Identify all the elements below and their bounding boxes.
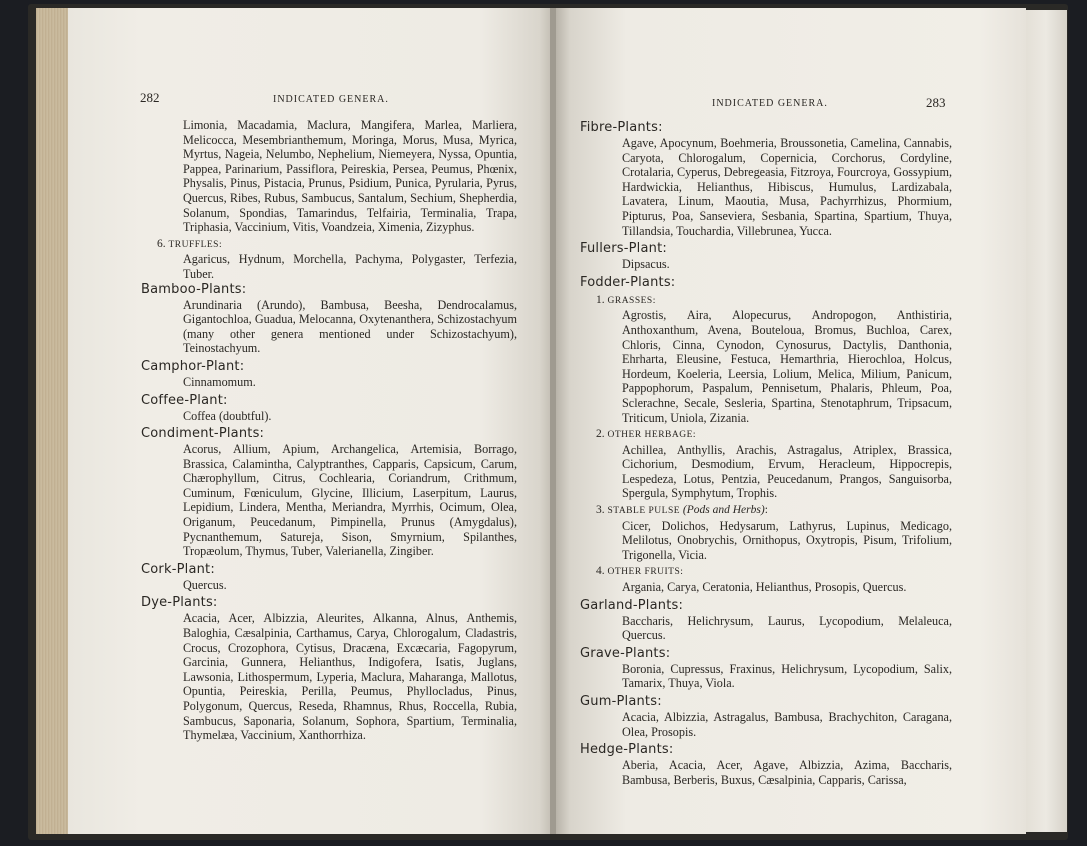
- subsection-label-end: :: [764, 504, 768, 517]
- entry-heading: Condiment-Plants:: [141, 426, 265, 442]
- subsection-text: Cicer, Dolichos, Hedysarum, Lathyrus, Lupinus, Medicago, Melilotus, Onobrychis, Ornithopus, Oxytropis, Pisum, Trifolium, Trigonella, Vicia.: [622, 518, 952, 562]
- subsection-label: GRASSES:: [607, 295, 656, 306]
- entry-heading: Coffee-Plant:: [141, 392, 228, 408]
- subsection-number: 4.: [596, 565, 605, 578]
- subsection-heading: [596, 293, 952, 309]
- entry-text: Coffea (doubtful).: [183, 408, 272, 423]
- subsection-number: 2.: [596, 428, 605, 441]
- subsection-label: STABLE PULSE: [607, 506, 681, 517]
- right-column: [580, 120, 952, 787]
- entry-text: Cinnamomum.: [183, 374, 256, 389]
- running-head-right: INDICATED GENERA.: [712, 98, 828, 109]
- entry-heading: Fibre-Plants:: [580, 120, 663, 135]
- continuation-text: Limonia, Macadamia, Maclura, Mangifera, Marlea, Marliera, Melicocca, Mesembrianthemum, Moringa, Morus, Musa, Myrica, Myrtus, Nageia, Nelumbo, Nephelium, Niemeyera, Nyssa, Opuntia, Pappea, Parinarium, Passiflora, Peireskia, Persea, Peumus, Phœnix, Physalis, Pinus, Pistacia, Prunus, Psidium, Punica, Pyrularia, Pyrus, Quercus, Ribes, Rubus, Sambucus, Santalum, Sechium, Shepherdia, Solanum, Spondias, Tamarindus, Telfairia, Terminalia, Trapa, Triphasia, Vaccinium, Vitis, Voandzeia, Ximenia, Zizyphus.: [183, 118, 517, 235]
- subsection-heading: [596, 564, 952, 580]
- entry-heading: Dye-Plants:: [141, 595, 218, 611]
- entry-heading: Cork-Plant:: [141, 561, 215, 577]
- left-page-edges: [36, 8, 70, 834]
- page-number-left: 282: [140, 90, 160, 105]
- subsection-heading: [596, 427, 952, 443]
- entry-text: Aberia, Acacia, Acer, Agave, Albizzia, Azima, Baccharis, Bambusa, Berberis, Buxus, Cæsalpinia, Capparis, Carissa,: [622, 758, 952, 787]
- entry-heading: Fodder-Plants:: [580, 274, 676, 290]
- running-head-left: INDICATED GENERA.: [273, 94, 389, 105]
- subsection-heading: [596, 503, 952, 519]
- entry-text: Acorus, Allium, Apium, Archangelica, Artemisia, Borrago, Brassica, Calamintha, Calyptranthes, Capparis, Capsicum, Carum, Chærophyllum, Citrus, Cochlearia, Coriandrum, Crithmum, Cuminum, Fœniculum, Glycine, Illicium, Laserpitum, Laurus, Lepidium, Lindera, Mentha, Meriandra, Myrrhis, Ocimum, Olea, Origanum, Peucedanum, Pimpinella, Prunus (Amygdalus), Pycnanthemum, Satureja, Sison, Smyrnium, Spilanthes, Tropæolum, Thymus, Tuber, Valerianella, Zingiber.: [183, 442, 517, 559]
- entry-heading: Fullers-Plant:: [580, 241, 667, 257]
- subsection-number: 6.: [157, 237, 166, 250]
- subsection-label: TRUFFLES:: [168, 239, 223, 250]
- subsection-number: 3.: [596, 504, 605, 517]
- page-number-right: 283: [926, 95, 946, 110]
- entry-text: Quercus.: [183, 577, 227, 592]
- entry-text: Agave, Apocynum, Boehmeria, Broussonetia, Camelina, Cannabis, Caryota, Chlorogalum, Copernicia, Corchorus, Cordyline, Crotalaria, Cyperus, Debregeasia, Fitzroya, Fourcroya, Gossypium, Hardwickia, Helianthus, Hibiscus, Humulus, Lardizabala, Lavatera, Linum, Maoutia, Musa, Pachyrrhizus, Phormium, Pipturus, Poa, Sanseviera, Sesbania, Spartina, Spartium, Thuya, Tillandsia, Touchardia, Villebrunea, Yucca.: [622, 136, 952, 238]
- subsection-truffles: [157, 237, 517, 253]
- subsection-text: Agrostis, Aira, Alopecurus, Andropogon, Anthistiria, Anthoxanthum, Avena, Bouteloua, Bromus, Buchloa, Carex, Chloris, Cinna, Cynodon, Cynosurus, Dactylis, Danthonia, Ehrharta, Eleusine, Festuca, Hemarthria, Hierochloa, Holcus, Hordeum, Koeleria, Leersia, Lolium, Melica, Milium, Panicum, Pappophorum, Paspalum, Pennisetum, Phalaris, Phleum, Poa, Sclerachne, Secale, Sesleria, Spartina, Stenotaphrum, Tripsacum, Triticum, Uniola, Zizania.: [622, 308, 952, 425]
- subsection-text: Agaricus, Hydnum, Morchella, Pachyma, Polygaster, Terfezia, Tuber.: [183, 252, 517, 281]
- subsection-number: 1.: [596, 293, 605, 306]
- subsection-label: OTHER HERBAGE:: [607, 430, 697, 441]
- subsection-label: OTHER FRUITS:: [607, 567, 684, 578]
- right-page-edges: [1024, 10, 1067, 832]
- left-page: [68, 8, 554, 834]
- subsection-label-italic: (Pods and Herbs): [682, 504, 765, 517]
- right-entries: [580, 120, 952, 787]
- entry-heading: Camphor-Plant:: [141, 358, 245, 374]
- left-column: [141, 118, 517, 743]
- subsection-text: Argania, Carya, Ceratonia, Helianthus, Prosopis, Quercus.: [622, 580, 907, 595]
- right-page: [556, 8, 1026, 834]
- entry-text: Baccharis, Helichrysum, Laurus, Lycopodium, Melaleuca, Quercus.: [622, 613, 952, 643]
- left-entries: [141, 282, 517, 743]
- entry-text: Dipsacus.: [622, 257, 670, 272]
- entry-heading: Grave-Plants:: [580, 645, 671, 661]
- entry-text: Arundinaria (Arundo), Bambusa, Beesha, Dendrocalamus, Gigantochloa, Guadua, Melocanna, Oxytenanthera, Schizostachyum (many other genera mentioned under Schizostachyum), Teinostachyum.: [183, 297, 517, 356]
- entry-text: Acacia, Acer, Albizzia, Aleurites, Alkanna, Alnus, Anthemis, Baloghia, Cæsalpinia, Carthamus, Carya, Chlorogalum, Cladastris, Crocus, Crozophora, Cytisus, Dracæna, Excæcaria, Fagopyrum, Garcinia, Gunnera, Helianthus, Indigofera, Isatis, Juglans, Lawsonia, Lithospermum, Lyperia, Maclura, Maharanga, Mallotus, Opuntia, Peireskia, Perilla, Peumus, Phyllocladus, Pinus, Polygonum, Quercus, Reseda, Rhamnus, Rhus, Roccella, Rubia, Sambucus, Saponaria, Solanum, Sophora, Spartium, Terminalia, Thymelæa, Vaccinium, Xanthorrhiza.: [183, 611, 517, 743]
- entry-heading: Garland-Plants:: [580, 597, 684, 613]
- entry-text: Acacia, Albizzia, Astragalus, Bambusa, Brachychiton, Caragana, Olea, Prosopis.: [622, 710, 952, 739]
- entry-text: Boronia, Cupressus, Fraxinus, Helichrysum, Lycopodium, Salix, Tamarix, Thuya, Viola.: [622, 661, 952, 691]
- entry-heading: Bamboo-Plants:: [141, 281, 247, 297]
- subsection-text: Achillea, Anthyllis, Arachis, Astragalus, Atriplex, Brassica, Cichorium, Desmodium, Ervum, Heracleum, Hippocrepis, Lespedeza, Lotus, Pentzia, Peucedanum, Prangos, Sanguisorba, Spergula, Symphytum, Trophis.: [622, 442, 952, 501]
- entry-heading: Hedge-Plants:: [580, 742, 674, 758]
- entry-heading: Gum-Plants:: [580, 694, 662, 709]
